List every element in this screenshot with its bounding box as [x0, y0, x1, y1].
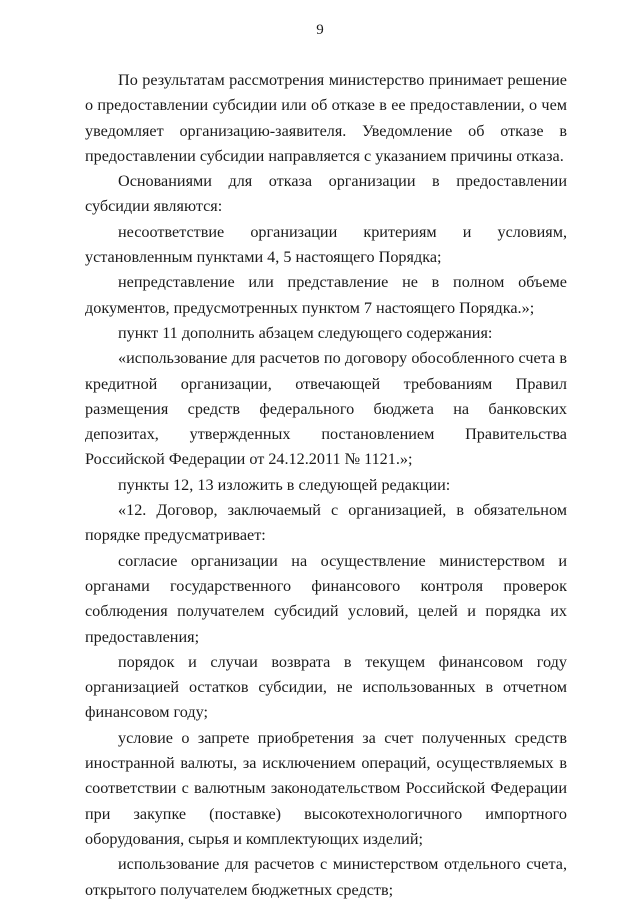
paragraph-item-11-amend: пункт 11 дополнить абзацем следующего содержания:: [118, 323, 493, 342]
paragraph-return-procedure: порядок и случаи возврата в текущем финансовом году организацией остатков субсидии, не использованных в отчетном финансовом году;: [85, 652, 567, 722]
paragraph-decision-notice: По результатам рассмотрения министерство принимает решение о предоставлении субсидии или об отказе в ее предоставлении, о чем уведомляет организацию-заявителя. Уведомление об отказе в предоставлении субсидии направляется с указанием причины отказа.: [85, 71, 567, 165]
paragraph-currency-prohibition: условие о запрете приобретения за счет полученных средств иностранной валюты, за исключением операций, осуществляемых в соответствии с валютным законодательством Российской Федерации при закупке (поставке) высокотехнологичного импортного оборудования, сырья и комплектующих изделий;: [85, 728, 567, 848]
paragraph-contract-provisions: «12. Договор, заключаемый с организацией, в обязательном порядке предусматривает:: [85, 501, 567, 545]
paragraph-separate-account: «использование для расчетов по договору обособленного счета в кредитной организации, отвечающей требованиям Правил размещения средств федерального бюджета на банковских депозитах, утвержденных постановлением Правительства Российской Федерации от 24.12.2011 № 1121.»;: [85, 349, 567, 469]
paragraph-refusal-grounds: Основаниями для отказа организации в предоставлении субсидии являются:: [85, 172, 567, 216]
page-number: 9: [316, 22, 324, 38]
paragraph-criteria-mismatch: несоответствие организации критериям и условиям, установленным пунктами 4, 5 настоящего Порядка;: [85, 222, 567, 267]
document-body: [85, 68, 567, 903]
paragraph-missing-documents: непредставление или представление не в полном объеме документов, предусмотренных пунктом 7 настоящего Порядка.»;: [85, 273, 567, 317]
paragraph-control-consent: согласие организации на осуществление министерством и органами государственного финансового контроля проверок соблюдения получателем субсидий условий, целей и порядка их предоставления;: [85, 551, 567, 646]
paragraph-budget-account: использование для расчетов с министерством отдельного счета, открытого получателем бюджетных средств;: [85, 855, 567, 899]
paragraph-items-12-13-amend: пункты 12, 13 изложить в следующей редакции:: [118, 475, 451, 494]
